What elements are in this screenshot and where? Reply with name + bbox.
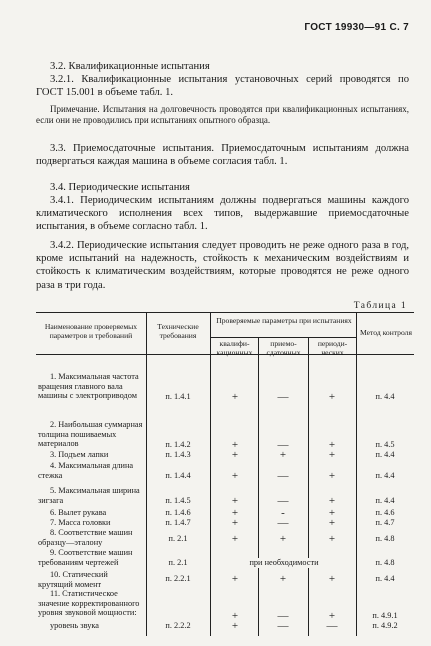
section-3-2-1: 3.2.1. Квалификационные испытания установочных серий проводятся по ГОСТ 15.001 в объеме табл. 1. — [36, 74, 409, 99]
row-9-method: п. 4.8 — [375, 558, 395, 567]
row-10-q: + — [231, 573, 239, 585]
row-7-p: + — [328, 517, 336, 529]
row-2-a: — — [277, 439, 289, 451]
row-7-name: 7. Масса головки — [50, 518, 111, 527]
row-8-p: + — [328, 533, 336, 545]
header-qualification: квалифи- кационных — [216, 339, 253, 357]
row-5-name: 5. Максимальная ширина зигзага — [38, 486, 140, 505]
row-12-method: п. 4.9.2 — [372, 621, 398, 630]
row-3-a: + — [279, 449, 287, 461]
row-11-q: + — [231, 610, 239, 622]
row-7-tech: п. 1.4.7 — [165, 518, 191, 527]
row-10-tech: п. 2.2.1 — [165, 574, 191, 583]
row-4-tech: п. 1.4.4 — [165, 471, 191, 480]
row-1-p: + — [328, 391, 336, 403]
row-5-q: + — [231, 495, 239, 507]
section-3-4-2: 3.4.2. Периодические испытания следует проводить не реже одного раза в год, кроме испытаний на надежность, стойкость к механическим воздействиям и стойкость к климатическим воздействиям, которые проводятся не реже одного раза в три года. — [36, 240, 409, 291]
row-1-q: + — [231, 391, 239, 403]
header-group: Проверяемые параметры при испытаниях — [216, 316, 352, 325]
row-8-method: п. 4.8 — [375, 534, 395, 543]
row-7-a: — — [277, 517, 289, 529]
row-5-method: п. 4.4 — [375, 496, 395, 505]
row-10-p: + — [328, 573, 336, 585]
header-tech: Технические требования — [157, 322, 199, 340]
row-1-a: — — [277, 391, 289, 403]
header-acceptance: приемо- сдаточных — [266, 339, 301, 357]
row-12-tech: п. 2.2.2 — [165, 621, 191, 630]
row-6-tech: п. 1.4.6 — [165, 508, 191, 517]
row-12-q: + — [231, 620, 239, 632]
row-2-method: п. 4.5 — [375, 440, 395, 449]
section-3-4-1: 3.4.1. Периодическим испытаниям должны подвергаться машины каждого климатического исполнения всех типов, выдержавшие приемосдаточные испытания, в объеме согласно табл. 1. — [36, 195, 409, 233]
table-title: Таблица 1 — [353, 301, 407, 311]
row-3-tech: п. 1.4.3 — [165, 450, 191, 459]
row-12-p: — — [326, 620, 338, 632]
header-method: Метод контроля — [360, 328, 412, 337]
row-2-q: + — [231, 439, 239, 451]
section-3-3: 3.3. Приемосдаточные испытания. Приемосдаточным испытаниям должна подвергаться каждая машина в объеме согласия табл. 1. — [36, 143, 409, 168]
row-5-a: — — [277, 495, 289, 507]
row-4-a: — — [277, 470, 289, 482]
row-2-name: 2. Наибольшая суммарная толщина пошиваемых материалов — [38, 420, 143, 449]
row-2-tech: п. 1.4.2 — [165, 440, 191, 449]
row-10-a: + — [279, 573, 287, 585]
header-name: Наименование проверяемых параметров и требований — [44, 322, 138, 340]
row-8-a: + — [279, 533, 287, 545]
row-6-method: п. 4.6 — [375, 508, 395, 517]
row-4-p: + — [328, 470, 336, 482]
row-4-q: + — [231, 470, 239, 482]
row-1-tech: п. 1.4.1 — [165, 392, 191, 401]
row-10-name: 10. Статический крутящий момент — [38, 570, 108, 589]
row-6-name: 6. Вылет рукава — [50, 508, 107, 517]
section-3-2-heading: 3.2. Квалификационные испытания — [50, 61, 210, 72]
table-1 — [36, 312, 414, 636]
row-3-p: + — [328, 449, 336, 461]
row-11-name: 11. Статистическое значение корректированного уровня звуковой мощности: — [38, 589, 140, 618]
row-11-a: — — [277, 610, 289, 622]
row-4-method: п. 4.4 — [375, 471, 395, 480]
row-8-name: 8. Соответствие машин образцу—эталону — [38, 528, 133, 547]
row-3-method: п. 4.4 — [375, 450, 395, 459]
row-12-a: — — [277, 620, 289, 632]
row-9-name: 9. Соответствие машин требованиям чертежей — [38, 548, 133, 567]
row-5-tech: п. 1.4.5 — [165, 496, 191, 505]
page-header: ГОСТ 19930—91 С. 7 — [304, 22, 409, 33]
row-4-name: 4. Максимальная длина стежка — [38, 461, 134, 480]
row-8-tech: п. 2.1 — [168, 534, 188, 543]
row-1-name: 1. Максимальная частота вращения главного вала машины с электроприводом — [38, 372, 139, 401]
row-12-name: уровень звука — [50, 621, 99, 630]
row-6-a: - — [281, 507, 285, 519]
row-5-p: + — [328, 495, 336, 507]
row-7-q: + — [231, 517, 239, 529]
row-1-method: п. 4.4 — [375, 392, 395, 401]
row-11-method: п. 4.9.1 — [372, 611, 398, 620]
row-11-p: + — [328, 610, 336, 622]
row-2-p: + — [328, 439, 336, 451]
header-periodic: периоди- ческих — [317, 339, 348, 357]
row-6-p: + — [328, 507, 336, 519]
row-7-method: п. 4.7 — [375, 518, 395, 527]
row-8-q: + — [231, 533, 239, 545]
row-9-merged: при необходимости — [216, 558, 352, 568]
row-3-q: + — [231, 449, 239, 461]
note: Примечание. Испытания на долговечность проводятся при квалификационных испытаниях, если они не проводились при испытаниях опытного образца. — [36, 104, 409, 126]
row-3-name: 3. Подъем лапки — [50, 450, 109, 459]
row-6-q: + — [231, 507, 239, 519]
row-10-method: п. 4.4 — [375, 574, 395, 583]
section-3-4-heading: 3.4. Периодические испытания — [50, 182, 190, 193]
row-9-tech: п. 2.1 — [168, 558, 188, 567]
